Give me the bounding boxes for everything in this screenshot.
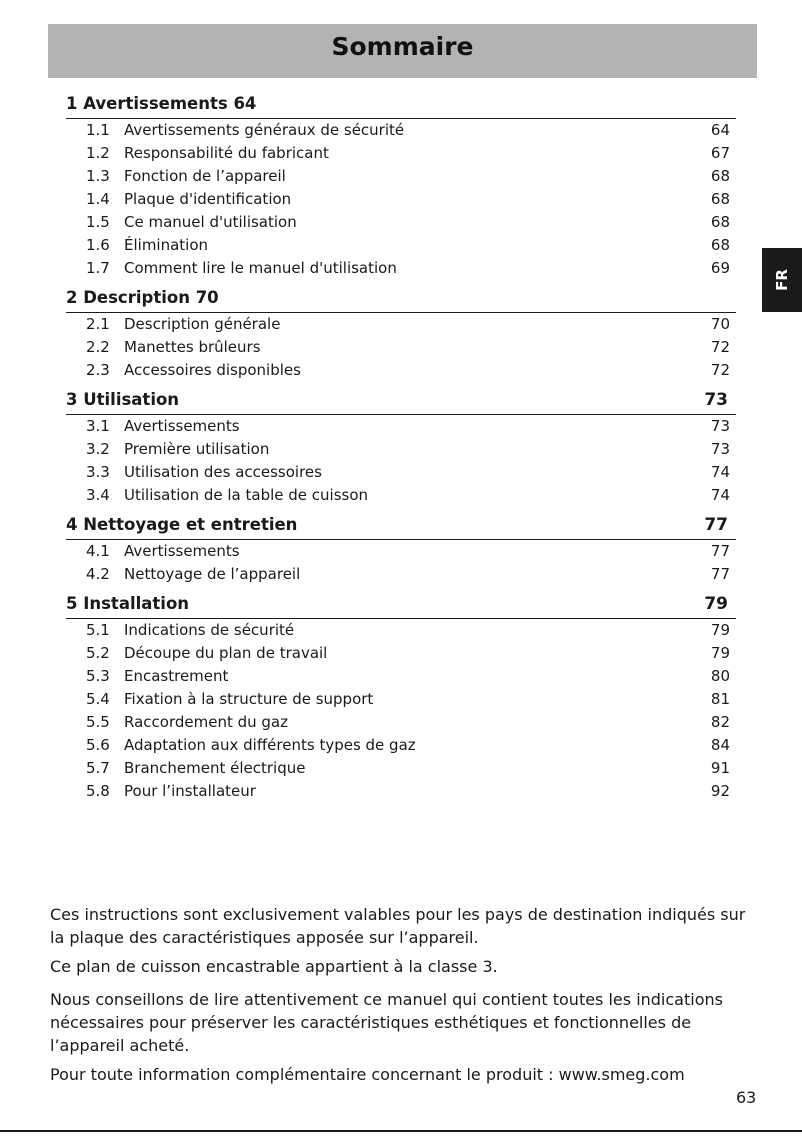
toc-item-label: Pour l’installateur [124, 782, 256, 800]
toc-item[interactable] [66, 188, 736, 211]
toc-item-page: 77 [710, 565, 730, 583]
toc-item-num: 5.7 [86, 759, 110, 777]
toc-section-page: 73 [704, 390, 728, 410]
toc-item-num: 5.6 [86, 736, 110, 754]
toc-item-label: Branchement électrique [124, 759, 306, 777]
toc-item-label: Élimination [124, 236, 209, 254]
toc-item-page: 92 [710, 782, 730, 800]
toc-item-label: Avertissements généraux de sécurité [124, 121, 405, 139]
toc-item-num: 5.2 [86, 644, 110, 662]
toc-item-num: 1.4 [86, 190, 110, 208]
toc-item-label: Fixation à la structure de support [124, 690, 374, 708]
bottom-rule [0, 1130, 802, 1132]
toc-item[interactable] [66, 234, 736, 257]
toc-item-page: 73 [710, 417, 730, 435]
toc-item-page: 91 [710, 759, 730, 777]
page-title: Sommaire [331, 32, 474, 61]
toc-section-page: 79 [704, 594, 728, 614]
toc-item-page: 74 [710, 486, 730, 504]
toc-item-page: 70 [710, 315, 730, 333]
toc-item-num: 2.3 [86, 361, 110, 379]
toc-item-num: 5.4 [86, 690, 110, 708]
toc-item-num: 1.1 [86, 121, 110, 139]
note-advice: Nous conseillons de lire attentivement ce manuel qui contient toutes les indications nécessaires pour préserver les caractéristiques esthétiques et fonctionnelles de l’appareil acheté. [50, 990, 723, 1055]
language-tab [762, 248, 802, 312]
toc-item-page: 80 [710, 667, 730, 685]
toc-item-label: Utilisation des accessoires [124, 463, 322, 481]
toc-item-page: 68 [710, 213, 730, 231]
toc-item-num: 2.2 [86, 338, 110, 356]
toc-section-title: 4 Nettoyage et entretien [66, 515, 298, 534]
toc-item-label: Indications de sécurité [124, 621, 295, 639]
toc-item-label: Accessoires disponibles [124, 361, 301, 379]
toc-item-page: 79 [710, 621, 730, 639]
toc-section [66, 386, 736, 507]
toc-item-label: Description générale [124, 315, 281, 333]
toc-section-heading[interactable] [66, 90, 736, 119]
toc-item-page: 72 [710, 338, 730, 356]
toc-item[interactable] [66, 619, 736, 642]
toc-item-num: 1.2 [86, 144, 110, 162]
toc-section-page: 77 [704, 515, 728, 535]
toc-item-page: 79 [710, 644, 730, 662]
toc-item-page: 68 [710, 167, 730, 185]
toc-item[interactable] [66, 438, 736, 461]
toc-item-label: Nettoyage de l’appareil [124, 565, 301, 583]
language-tab-label: FR [773, 269, 791, 291]
note-website: Pour toute information complémentaire concernant le produit : www.smeg.com [50, 1065, 685, 1084]
toc-item[interactable] [66, 734, 736, 757]
toc-item-num: 2.1 [86, 315, 110, 333]
toc-item-num: 5.8 [86, 782, 110, 800]
toc-section-title: 3 Utilisation [66, 390, 180, 409]
toc-item-num: 4.2 [86, 565, 110, 583]
toc-item-num: 3.4 [86, 486, 110, 504]
toc-item-page: 84 [710, 736, 730, 754]
toc-section-heading[interactable] [66, 590, 736, 619]
toc-item[interactable] [66, 688, 736, 711]
toc-item-page: 74 [710, 463, 730, 481]
page-number: 63 [736, 1088, 757, 1107]
toc-item-label: Fonction de l’appareil [124, 167, 286, 185]
toc-item-page: 72 [710, 361, 730, 379]
toc-item-num: 5.1 [86, 621, 110, 639]
toc-item-num: 1.6 [86, 236, 110, 254]
toc-item-label: Adaptation aux différents types de gaz [124, 736, 416, 754]
toc-item-page: 82 [710, 713, 730, 731]
toc-item[interactable] [66, 642, 736, 665]
toc-item-page: 67 [710, 144, 730, 162]
toc-item-num: 4.1 [86, 542, 110, 560]
toc-item[interactable] [66, 257, 736, 280]
note-destination: Ces instructions sont exclusivement valables pour les pays de destination indiqués sur la plaque des caractéristiques apposée sur l’appareil. [50, 905, 746, 947]
toc-item-label: Première utilisation [124, 440, 270, 458]
toc-item[interactable] [66, 540, 736, 563]
toc-section-heading[interactable] [66, 386, 736, 415]
toc-section [66, 590, 736, 803]
toc-item-label: Manettes brûleurs [124, 338, 261, 356]
toc-item-label: Ce manuel d'utilisation [124, 213, 297, 231]
toc-item[interactable] [66, 119, 736, 142]
toc-section-title: 2 Description 70 [66, 288, 219, 307]
toc-item-label: Raccordement du gaz [124, 713, 288, 731]
toc-section-heading[interactable] [66, 511, 736, 540]
toc-item[interactable] [66, 359, 736, 382]
toc-item-num: 5.3 [86, 667, 110, 685]
toc-item-label: Comment lire le manuel d'utilisation [124, 259, 397, 277]
toc-item-page: 68 [710, 236, 730, 254]
toc-item[interactable] [66, 780, 736, 803]
toc-item-page: 64 [710, 121, 730, 139]
toc-section-title: 1 Avertissements 64 [66, 94, 257, 113]
toc-item-label: Avertissements [124, 542, 240, 560]
toc-item-num: 5.5 [86, 713, 110, 731]
toc-item[interactable] [66, 665, 736, 688]
note-class: Ce plan de cuisson encastrable appartient à la classe 3. [50, 957, 498, 976]
toc-item-num: 3.3 [86, 463, 110, 481]
toc-item-num: 1.3 [86, 167, 110, 185]
toc-item[interactable] [66, 211, 736, 234]
toc-item[interactable] [66, 461, 736, 484]
toc-item[interactable] [66, 336, 736, 359]
toc-item-label: Utilisation de la table de cuisson [124, 486, 369, 504]
toc-item[interactable] [66, 711, 736, 734]
toc-item-num: 3.1 [86, 417, 110, 435]
toc-item-page: 69 [710, 259, 730, 277]
toc-item-page: 77 [710, 542, 730, 560]
toc-item-page: 73 [710, 440, 730, 458]
toc-item-label: Avertissements [124, 417, 240, 435]
toc-item[interactable] [66, 142, 736, 165]
toc-item[interactable] [66, 415, 736, 438]
toc-item-page: 81 [710, 690, 730, 708]
toc-item[interactable] [66, 563, 736, 586]
toc-section [66, 284, 736, 382]
toc-item-label: Responsabilité du fabricant [124, 144, 329, 162]
toc-item-page: 68 [710, 190, 730, 208]
table-of-contents [66, 90, 736, 807]
toc-item[interactable] [66, 757, 736, 780]
toc-section-title: 5 Installation [66, 594, 190, 613]
toc-item-label: Plaque d'identification [124, 190, 292, 208]
toc-item-num: 1.7 [86, 259, 110, 277]
toc-item[interactable] [66, 484, 736, 507]
toc-item[interactable] [66, 165, 736, 188]
toc-item-num: 3.2 [86, 440, 110, 458]
toc-item-label: Encastrement [124, 667, 229, 685]
toc-item[interactable] [66, 313, 736, 336]
toc-item-label: Découpe du plan de travail [124, 644, 328, 662]
toc-section [66, 90, 736, 280]
toc-item-num: 1.5 [86, 213, 110, 231]
toc-section-heading[interactable] [66, 284, 736, 313]
toc-section [66, 511, 736, 586]
title-bar [48, 24, 757, 78]
